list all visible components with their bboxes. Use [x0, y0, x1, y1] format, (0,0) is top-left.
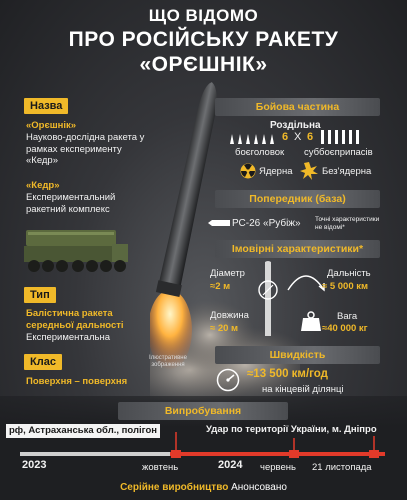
range-label: Дальність: [327, 268, 371, 279]
predecessor-note: Точні характеристики не відомі*: [315, 216, 380, 231]
header-line2: ПРО РОСІЙСЬКУ РАКЕТУ: [68, 28, 339, 51]
submunitions-label: суббоєприпасів: [304, 147, 373, 158]
type-value-plain: Експериментальна: [26, 332, 110, 343]
diameter-label: Діаметр: [210, 268, 245, 279]
weight-icon: [300, 310, 322, 332]
diameter-value: ≈2 м: [210, 281, 231, 292]
times-sign: X: [294, 131, 302, 143]
warhead-title: Бойова частина: [215, 98, 380, 116]
year-2023: 2023: [22, 459, 47, 471]
header-line1: ЩО ВІДОМО: [148, 6, 259, 25]
test-event-1: рф, Астраханська обл., полігон: [6, 424, 160, 438]
serial-label: Серійне виробництво: [120, 482, 229, 493]
submunitions-count: 6: [307, 131, 314, 143]
range-value: ≈ 5 000 км: [322, 281, 369, 292]
nuclear-label: Ядерна: [259, 166, 293, 177]
class-label: Клас: [24, 354, 62, 370]
header: [0, 6, 407, 77]
submunitions-icon: [320, 130, 364, 144]
warheads-icon: [227, 132, 277, 144]
predecessor-missile-icon: [208, 218, 230, 228]
illustrative-note: Ілюстративне зображення: [149, 355, 187, 368]
kedr-name: «Кедр»: [26, 180, 60, 191]
year-2024: 2024: [218, 459, 243, 471]
warheads-count: 6: [282, 131, 289, 143]
nuclear-icon: [240, 163, 256, 179]
missile-dimensions-icon: [255, 260, 285, 340]
speedometer-icon: [216, 368, 240, 392]
serial-value: Анонсовано: [231, 482, 287, 493]
type-value-bold: Балістична ракета середньої дальності: [26, 308, 124, 331]
length-value: ≈ 20 м: [210, 323, 239, 334]
serial-production: [0, 482, 407, 493]
name-label: Назва: [24, 98, 68, 114]
warheads-label: боєголовок: [235, 147, 285, 158]
class-value: Поверхня – поверхня: [26, 376, 128, 387]
warhead-subtitle: Роздільна: [270, 120, 321, 131]
oreshnik-desc: Науково-дослідна ракета у рамках експерименту «Кедр»: [26, 132, 145, 166]
weight-value: ≈40 000 кг: [322, 323, 368, 334]
speed-note: на кінцевій ділянці: [262, 384, 344, 395]
oreshnik-name: «Орєшнік»: [26, 120, 77, 131]
explosion-icon: [300, 162, 318, 180]
testing-title: Випробування: [118, 402, 288, 420]
weight-label: Вага: [337, 311, 358, 322]
kedr-desc: Експериментальний ракетний комплекс: [26, 192, 116, 215]
timeline: [0, 432, 407, 462]
month-october: жовтень: [142, 462, 179, 473]
speed-value: ≈13 500 км/год: [247, 368, 328, 380]
header-line3: «ОРЄШНІК»: [139, 53, 268, 76]
launcher-truck-icon: [22, 222, 130, 278]
range-arc-icon: [285, 268, 327, 294]
month-june: червень: [260, 462, 296, 473]
specs-title: Імовірні характеристики*: [215, 240, 380, 258]
type-label: Тип: [24, 287, 56, 303]
predecessor-name: РС-26 «Рубіж»: [232, 218, 301, 229]
nonnuclear-label: Без'ядерна: [322, 166, 372, 177]
predecessor-title: Попередник (база): [215, 190, 380, 208]
date-nov-21: 21 листопада: [312, 462, 372, 473]
length-label: Довжина: [210, 310, 249, 321]
test-event-2: Удар по території України, м. Дніпро: [206, 424, 377, 435]
speed-title: Швидкість: [215, 346, 380, 364]
